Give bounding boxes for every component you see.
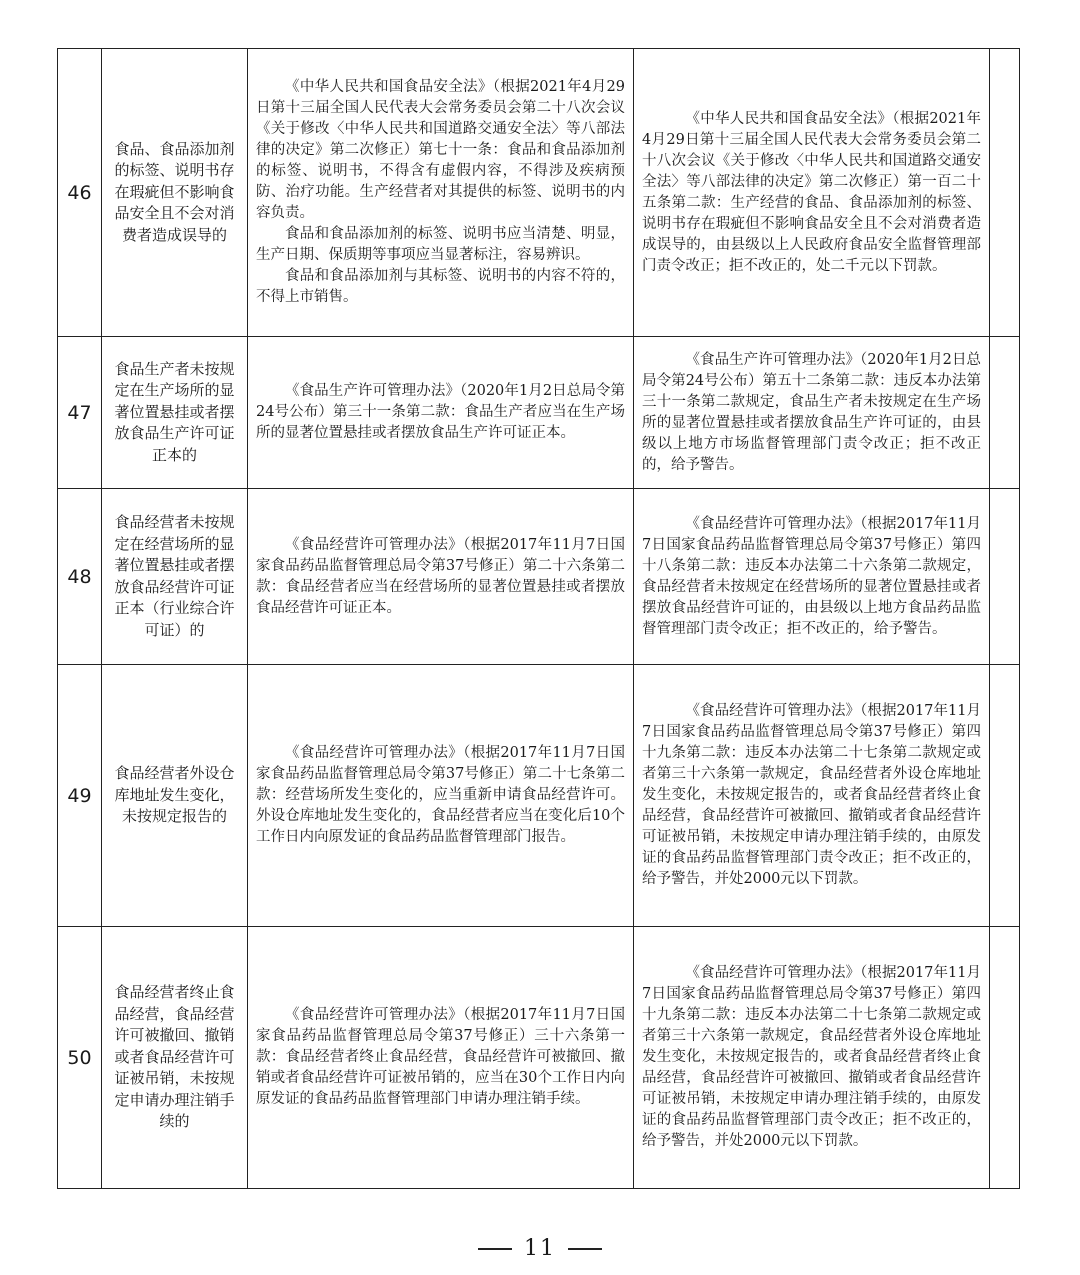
legal-basis-paragraph: 《食品经营许可管理办法》（根据2017年11月7日国家食品药品监督管理总局令第37号修正）第二十七条第二款：经营场所发生变化的，应当重新申请食品经营许可。外设仓库地址发生变化的，食品经营者应当在变化后10个工作日内向原发证的食品药品监督管理部门报告。 bbox=[256, 745, 625, 845]
row-number: 47 bbox=[58, 337, 102, 489]
violation-item: 食品、食品添加剂的标签、说明书存在瑕疵但不影响食品安全且不会对消费者造成误导的 bbox=[102, 49, 248, 337]
legal-basis-paragraph: 食品和食品添加剂的标签、说明书应当清楚、明显，生产日期、保质期等事项应当显著标注，容易辨识。 bbox=[256, 226, 625, 263]
legal-basis bbox=[248, 49, 634, 337]
penalty-paragraph: 《食品经营许可管理办法》（根据2017年11月7日国家食品药品监督管理总局令第37号修正）第四十八条第二款：违反本办法第二十六条第二款规定，食品经营者未按规定在经营场所的显著位置悬挂或者摆放食品经营许可证的，由县级以上地方食品药品监督管理部门责令改正；拒不改正的，给予警告。 bbox=[642, 515, 981, 637]
penalty-basis bbox=[634, 927, 990, 1189]
legal-basis bbox=[248, 337, 634, 489]
remarks-cell bbox=[990, 337, 1020, 489]
row-number: 50 bbox=[58, 927, 102, 1189]
remarks-cell bbox=[990, 489, 1020, 665]
penalty-basis bbox=[634, 49, 990, 337]
legal-basis bbox=[248, 665, 634, 927]
violation-item: 食品经营者未按规定在经营场所的显著位置悬挂或者摆放食品经营许可证正本（行业综合许可证）的 bbox=[102, 489, 248, 665]
legal-basis-paragraph: 《食品经营许可管理办法》（根据2017年11月7日国家食品药品监督管理总局令第37号修正）第二十六条第二款：食品经营者应当在经营场所的显著位置悬挂或者摆放食品经营许可证正本。 bbox=[256, 536, 625, 616]
legal-basis-paragraph: 《中华人民共和国食品安全法》（根据2021年4月29日第十三届全国人民代表大会常务委员会第二十八次会议《关于修改〈中华人民共和国道路交通安全法〉等八部法律的决定》第二次修正）第七十一条：食品和食品添加剂的标签、说明书，不得含有虚假内容，不得涉及疾病预防、治疗功能。生产经营者对其提供的标签、说明书的内容负责。 bbox=[256, 79, 625, 221]
row-number: 49 bbox=[58, 665, 102, 927]
page-number-dash bbox=[568, 1248, 602, 1250]
table-row bbox=[58, 927, 1020, 1189]
legal-basis-paragraph: 《食品经营许可管理办法》（根据2017年11月7日国家食品药品监督管理总局令第37号修正）三十六条第一款：食品经营者终止食品经营，食品经营许可被撤回、撤销或者食品经营许可证被吊销的，应当在30个工作日内向原发证的食品药品监督管理部门申请办理注销手续。 bbox=[256, 1007, 625, 1107]
legal-basis-paragraph: 《食品生产许可管理办法》（2020年1月2日总局令第24号公布）第三十一条第二款：食品生产者应当在生产场所的显著位置悬挂或者摆放食品生产许可证正本。 bbox=[256, 383, 625, 441]
legal-basis-paragraph: 食品和食品添加剂与其标签、说明书的内容不符的，不得上市销售。 bbox=[256, 268, 625, 305]
table-row bbox=[58, 49, 1020, 337]
violation-item: 食品经营者终止食品经营，食品经营许可被撤回、撤销或者食品经营许可证被吊销，未按规定申请办理注销手续的 bbox=[102, 927, 248, 1189]
violation-item: 食品经营者外设仓库地址发生变化，未按规定报告的 bbox=[102, 665, 248, 927]
page-number-value: 11 bbox=[524, 1236, 556, 1261]
violation-item: 食品生产者未按规定在生产场所的显著位置悬挂或者摆放食品生产许可证正本的 bbox=[102, 337, 248, 489]
penalty-paragraph: 《食品经营许可管理办法》（根据2017年11月7日国家食品药品监督管理总局令第37号修正）第四十九条第二款：违反本办法第二十七条第二款规定或者第三十六条第一款规定，食品经营者外设仓库地址发生变化，未按规定报告的，或者食品经营者终止食品经营，食品经营许可被撤回、撤销或者食品经营许可证被吊销，未按规定申请办理注销手续的，由原发证的食品药品监督管理部门责令改正；拒不改正的，给予警告，并处2000元以下罚款。 bbox=[642, 703, 981, 887]
penalty-paragraph: 《中华人民共和国食品安全法》（根据2021年4月29日第十三届全国人民代表大会常务委员会第二十八次会议《关于修改〈中华人民共和国道路交通安全法〉等八部法律的决定》第二次修正）第一百二十五条第二款：生产经营的食品、食品添加剂的标签、说明书存在瑕疵但不影响食品安全且不会对消费者造成误导的，由县级以上人民政府食品安全监督管理部门责令改正；拒不改正的，处二千元以下罚款。 bbox=[642, 110, 981, 274]
remarks-cell bbox=[990, 665, 1020, 927]
row-number: 46 bbox=[58, 49, 102, 337]
penalty-paragraph: 《食品经营许可管理办法》（根据2017年11月7日国家食品药品监督管理总局令第37号修正）第四十九条第二款：违反本办法第二十七条第二款规定或者第三十六条第一款规定，食品经营者外设仓库地址发生变化，未按规定报告的，或者食品经营者终止食品经营，食品经营许可被撤回、撤销或者食品经营许可证被吊销，未按规定申请办理注销手续的，由原发证的食品药品监督管理部门责令改正；拒不改正的，给予警告，并处2000元以下罚款。 bbox=[642, 965, 981, 1149]
penalty-basis bbox=[634, 337, 990, 489]
legal-basis bbox=[248, 927, 634, 1189]
remarks-cell bbox=[990, 927, 1020, 1189]
table-row bbox=[58, 337, 1020, 489]
table-row bbox=[58, 665, 1020, 927]
penalty-paragraph: 《食品生产许可管理办法》（2020年1月2日总局令第24号公布）第五十二条第二款：违反本办法第三十一条第二款规定，食品生产者未按规定在生产场所的显著位置悬挂或者摆放食品生产许可证的，由县级以上地方市场监督管理部门责令改正；拒不改正的，给予警告。 bbox=[642, 351, 981, 473]
penalty-basis bbox=[634, 665, 990, 927]
regulation-table bbox=[57, 48, 1020, 1189]
page-number bbox=[0, 1236, 1080, 1261]
table-row bbox=[58, 489, 1020, 665]
remarks-cell bbox=[990, 49, 1020, 337]
penalty-basis bbox=[634, 489, 990, 665]
page-number-dash bbox=[478, 1248, 512, 1250]
legal-basis bbox=[248, 489, 634, 665]
row-number: 48 bbox=[58, 489, 102, 665]
